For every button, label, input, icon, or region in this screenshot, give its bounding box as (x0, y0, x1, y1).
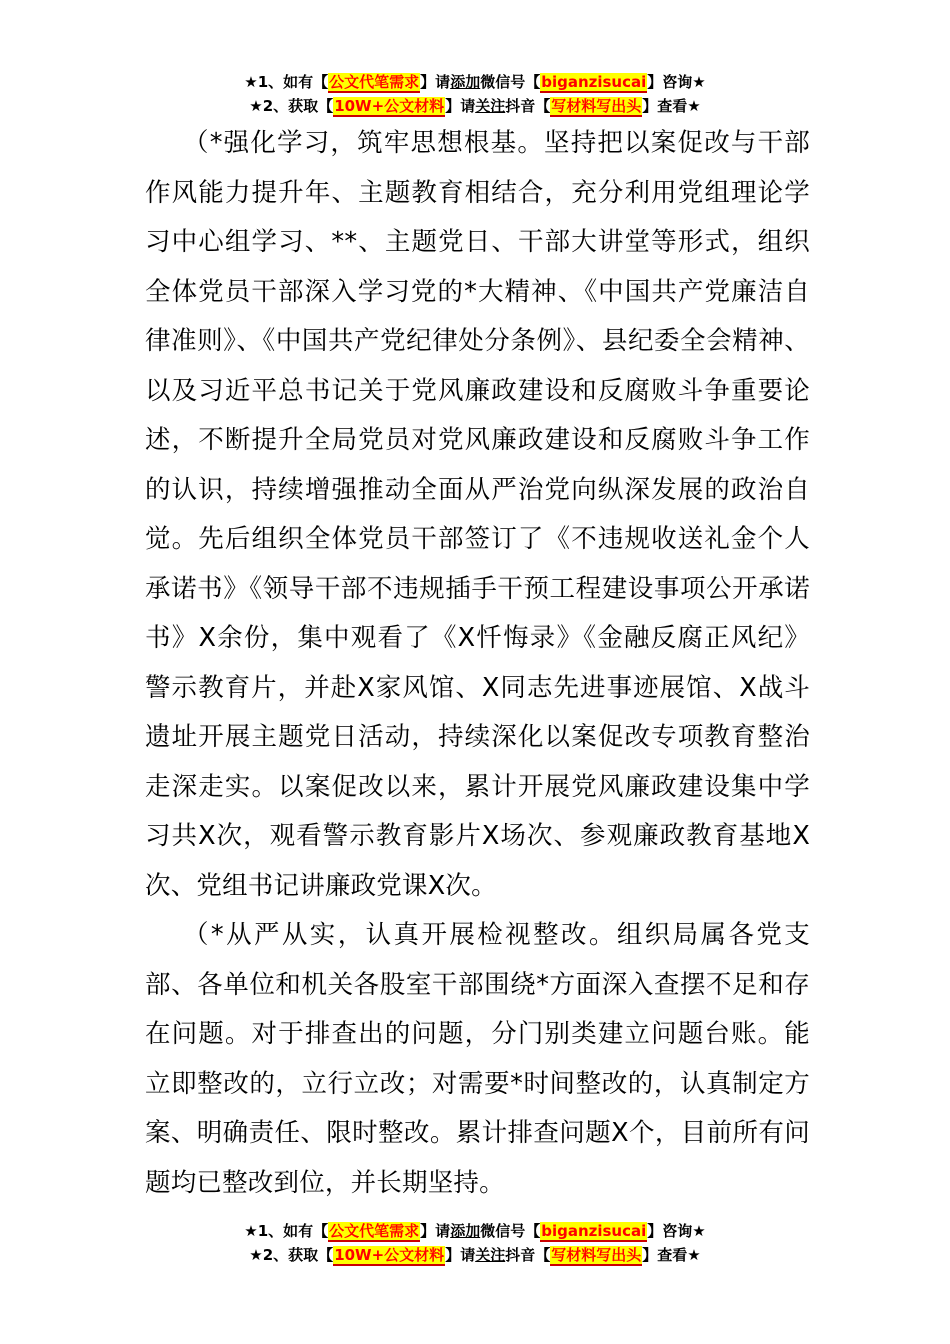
banner-line-1 (0, 70, 950, 94)
banner-highlight: 10W+公文材料 (334, 97, 445, 115)
banner-text: ★2、获取【 (249, 1246, 334, 1264)
banner-emphasis: 添加 (450, 1222, 481, 1240)
banner-text: 】请 (445, 1246, 476, 1264)
banner-highlight: 公文代笔需求 (329, 73, 420, 91)
banner-line-1 (0, 1219, 950, 1243)
banner-highlight-douyin-id: 写材料写出头 (551, 97, 642, 115)
banner-text: ★1、如有【 (244, 1222, 329, 1240)
banner-highlight-douyin-id: 写材料写出头 (551, 1246, 642, 1264)
banner-text: 】查看★ (642, 1246, 701, 1264)
banner-text: 】请 (420, 1222, 451, 1240)
banner-highlight: 公文代笔需求 (329, 1222, 420, 1240)
banner-highlight-wechat-id: biganzisucai (541, 1222, 647, 1240)
banner-emphasis: 添加 (450, 73, 481, 91)
banner-text: 微信号【 (480, 1222, 541, 1240)
banner-text: 抖音【 (505, 1246, 551, 1264)
banner-emphasis: 关注 (475, 97, 506, 115)
banner-line-2 (0, 94, 950, 118)
banner-text: ★1、如有【 (244, 73, 329, 91)
header-banner (0, 70, 950, 118)
banner-text: 】请 (445, 97, 476, 115)
document-body (145, 119, 810, 1208)
banner-emphasis: 关注 (475, 1246, 506, 1264)
paragraph-study: （*强化学习，筑牢思想根基。坚持把以案促改与干部作风能力提升年、主题教育相结合，充分利用党组理论学习中心组学习、**、主题党日、干部大讲堂等形式，组织全体党员干部深入学习党的*大精神、《中国共产党廉洁自律准则》、《中国共产党纪律处分条例》、县纪委全会精神、以及习近平总书记关于党风廉政建设和反腐败斗争重要论述，不断提升全局党员对党风廉政建设和反腐败斗争工作的认识，持续增强推动全面从严治党向纵深发展的政治自觉。先后组织全体党员干部签订了《不违规收送礼金个人承诺书》《领导干部不违规插手干预工程建设事项公开承诺书》X余份，集中观看了《X忏悔录》《金融反腐正风纪》警示教育片，并赴X家风馆、X同志先进事迹展馆、X战斗遗址开展主题党日活动，持续深化以案促改专项教育整治走深走实。以案促改以来，累计开展党风廉政建设集中学习共X次，观看警示教育影片X场次、参观廉政教育基地X次、党组书记讲廉政党课X次。 (145, 128, 810, 901)
banner-text: 抖音【 (505, 97, 551, 115)
banner-text: 】请 (420, 73, 451, 91)
banner-highlight-wechat-id: biganzisucai (541, 73, 647, 91)
banner-text: 微信号【 (480, 73, 541, 91)
banner-text: ★2、获取【 (249, 97, 334, 115)
banner-text: 】查看★ (642, 97, 701, 115)
banner-text: 】咨询★ (647, 73, 706, 91)
banner-text: 】咨询★ (647, 1222, 706, 1240)
footer-banner (0, 1219, 950, 1267)
banner-line-2 (0, 1243, 950, 1267)
paragraph-rectification: （*从严从实，认真开展检视整改。组织局属各党支部、各单位和机关各股室干部围绕*方面深入查摆不足和存在问题。对于排查出的问题，分门别类建立问题台账。能立即整改的，立行立改；对需要*时间整改的，认真制定方案、明确责任、限时整改。累计排查问题X个，目前所有问题均已整改到位，并长期坚持。 (145, 920, 810, 1198)
banner-highlight: 10W+公文材料 (334, 1246, 445, 1264)
